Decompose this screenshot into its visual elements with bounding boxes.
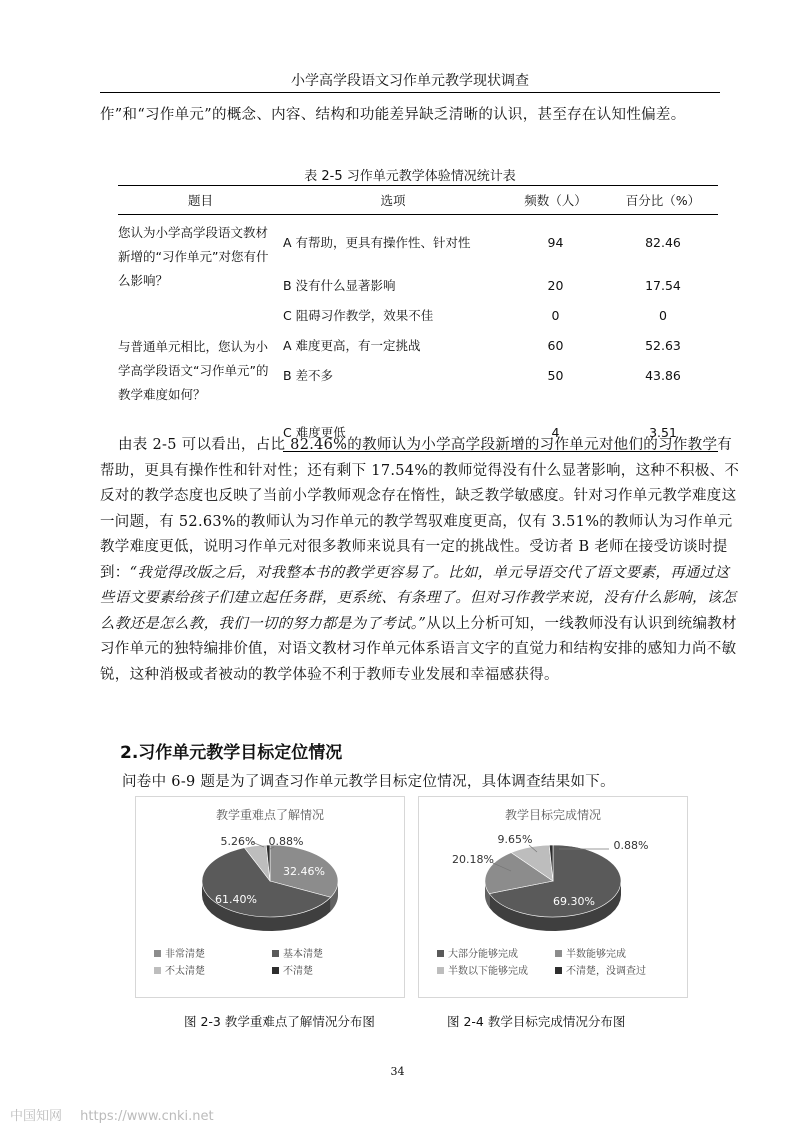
header-cell: 百分比（%） [608, 186, 718, 215]
paragraph-continuation: 作”和“习作单元”的概念、内容、结构和功能差异缺乏清晰的认识，甚至存在认知性偏差。 [100, 107, 686, 123]
legend-label: 大部分能够完成 [448, 949, 518, 960]
option-cell: C 阻碍习作教学，效果不佳 [283, 308, 434, 323]
header-cell: 选项 [283, 186, 503, 215]
option-cell: B 差不多 [283, 368, 334, 383]
analysis-text: 由表 2-5 可以看出，占比 82.46%的教师认为小学高学段新增的习作单元对他们的习作教学有帮助，更具有操作性和针对性；还有剩下 17.54%的教师觉得没有什么显著影响，这种不积极、不反对的教学态度也反映了当前小学教师观念存在惰性，缺乏教学敏感度。针对习作单元教学难度这一问题，有 52.63%的教师认为习作单元的教学驾驭难度更高，仅有 3.51%的教师认为习作单元教学难度更低，说明习作单元对很多教师来说具有一定的挑战性。受访者 B 老师在接受访谈时提到： [100, 437, 740, 581]
watermark-name: 中国知网 [10, 1109, 63, 1124]
header-rule [100, 92, 720, 93]
paragraph-intro: 问卷中 6-9 题是为了调查习作单元教学目标定位情况，具体调查结果如下。 [122, 774, 615, 790]
legend-label: 不清楚，没调查过 [566, 966, 646, 977]
chart-title: 教学目标完成情况 [504, 808, 602, 822]
legend-swatch [154, 967, 161, 974]
data-label: 0.88% [613, 839, 649, 852]
data-label: 9.65% [497, 833, 533, 846]
legend-swatch [437, 950, 444, 957]
table-row [118, 215, 718, 272]
legend-swatch [437, 967, 444, 974]
percent-cell: 17.54 [645, 278, 681, 293]
table-header-row [118, 186, 718, 215]
stats-table [118, 185, 718, 452]
data-label: 20.18% [452, 853, 494, 866]
legend-label: 半数以下能够完成 [448, 966, 528, 977]
legend-swatch [555, 950, 562, 957]
data-label: 5.26% [220, 835, 256, 848]
section-title: 2.习作单元教学目标定位情况 [120, 743, 343, 763]
data-label: 0.88% [268, 835, 304, 848]
legend-label: 不清楚 [283, 966, 313, 977]
table-caption: 表 2-5 习作单元教学体验情况统计表 [304, 169, 516, 184]
count-cell: 20 [547, 278, 564, 293]
header-cell: 频数（人） [503, 186, 608, 215]
legend-label: 基本清楚 [283, 949, 323, 960]
legend-swatch [272, 967, 279, 974]
percent-cell: 0 [659, 308, 667, 323]
header-cell: 题目 [118, 186, 283, 215]
count-cell: 94 [547, 235, 564, 250]
data-label: 61.40% [215, 893, 257, 906]
percent-cell: 82.46 [645, 235, 681, 250]
question-cell: 您认为小学高学段语文教材新增的“习作单元”对您有什么影响？ [118, 225, 269, 288]
percent-cell: 43.86 [645, 368, 681, 383]
legend-swatch [272, 950, 279, 957]
option-cell: A 难度更高，有一定挑战 [283, 338, 421, 353]
legend-label: 不太清楚 [165, 966, 205, 977]
pie-chart-key-points [136, 797, 404, 997]
count-cell: 50 [547, 368, 564, 383]
count-cell: 4 [503, 391, 608, 452]
option-cell: B 没有什么显著影响 [283, 278, 396, 293]
option-cell: A 有帮助，更具有操作性、针对性 [283, 235, 471, 250]
analysis-conclusion: 从以上分析可知，一线教师没有认识到统编教材习作单元的独特编排价值，对语文教材习作单元体系语言文字的直觉力和结构安排的感知力尚不敏锐，这种消极或者被动的教学体验不利于教师专业发展和幸福感获得。 [100, 615, 737, 683]
running-header: 小学高学段语文习作单元教学现状调查 [291, 73, 529, 89]
option-cell: C 难度更低 [283, 391, 503, 452]
percent-cell: 3.51 [608, 391, 718, 452]
paragraph-analysis [100, 433, 740, 688]
count-cell: 0 [551, 308, 560, 323]
legend-swatch [555, 967, 562, 974]
table-row [118, 331, 718, 361]
legend-swatch [154, 950, 161, 957]
legend-label: 非常清楚 [165, 949, 205, 960]
watermark-url: https://www.cnki.net [80, 1109, 214, 1124]
data-label: 69.30% [553, 895, 595, 908]
page-number: 34 [390, 1065, 405, 1078]
question-cell: 与普通单元相比，您认为小学高学段语文“习作单元”的教学难度如何？ [118, 339, 269, 402]
data-label: 32.46% [283, 865, 325, 878]
pie-chart-goal-completion [419, 797, 687, 997]
figure-key-points [135, 796, 405, 998]
percent-cell: 52.63 [645, 338, 681, 353]
figure-caption: 图 2-4 教学目标完成情况分布图 [447, 1014, 626, 1029]
interview-quote: “我觉得改版之后，对我整本书的教学更容易了。比如，单元导语交代了语文要素，再通过这些语文要素给孩子们建立起任务群，更系统、有条理了。但对习作教学来说，没有什么影响，该怎么教还是怎么教，我们一切的努力都是为了考试。” [100, 564, 737, 632]
legend-label: 半数能够完成 [566, 949, 626, 960]
watermark [10, 1105, 228, 1124]
figure-caption: 图 2-3 教学重难点了解情况分布图 [184, 1014, 375, 1029]
figure-goal-completion [418, 796, 688, 998]
count-cell: 60 [547, 338, 564, 353]
chart-title: 教学重难点了解情况 [215, 808, 325, 822]
